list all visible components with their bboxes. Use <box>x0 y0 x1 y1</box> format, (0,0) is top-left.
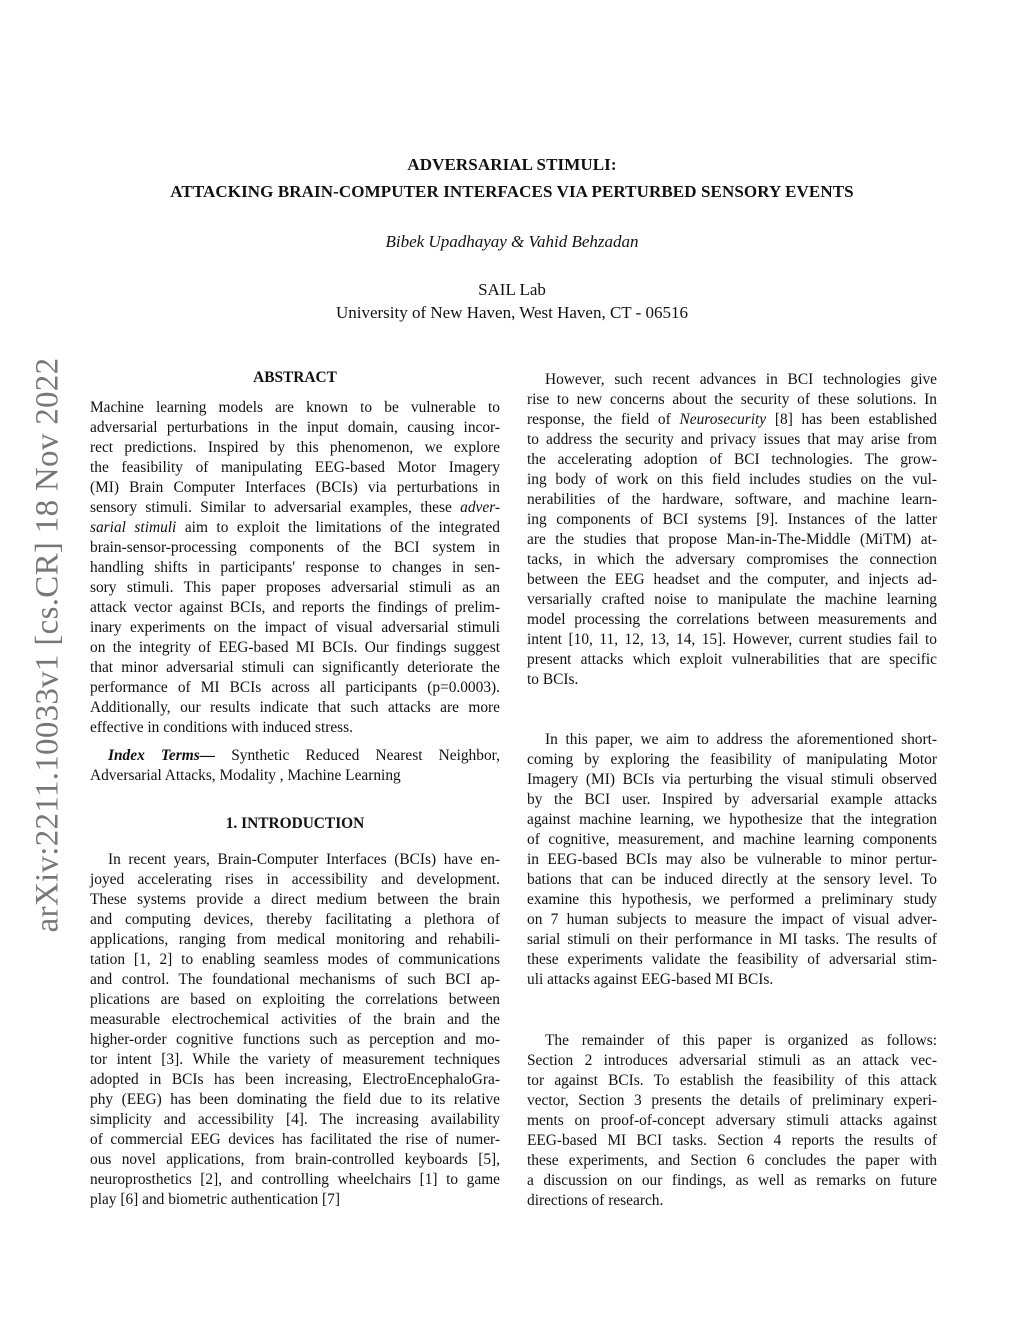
text-line: effective in conditions with induced stress. <box>90 719 354 736</box>
text-line: adopted in BCIs has been increasing, ElectroEncephaloGra- <box>90 1071 500 1088</box>
text-line: tation [1, 2] to enabling seamless modes of communications <box>90 951 500 968</box>
text-line: Section 2 introduces adversarial stimuli as an attack vec- <box>527 1052 937 1069</box>
left-column <box>90 368 500 1210</box>
text-line: nerabilities of the hardware, software, and machine learn- <box>527 491 937 508</box>
introduction-paragraph <box>90 850 500 1210</box>
italic-term: adver- <box>460 499 500 516</box>
abstract-heading: ABSTRACT <box>253 369 337 386</box>
text-line: vector, Section 3 presents the details of preliminary experi- <box>527 1092 937 1109</box>
text-line: attack vector against BCIs, and reports the findings of prelim- <box>90 599 500 616</box>
text-line: examine this hypothesis, we performed a preliminary study <box>527 891 937 908</box>
text-line: of cognitive, measurement, and machine learning components <box>527 831 937 848</box>
text-line: these experiments, and Section 6 concludes the paper with <box>527 1152 937 1169</box>
italic-term: sarial stimuli <box>90 519 177 536</box>
text-line: tor intent [3]. While the variety of measurement techniques <box>90 1051 500 1068</box>
text-line: uli attacks against EEG-based MI BCIs. <box>527 971 774 988</box>
text-line: inary experiments on the impact of visual adversarial stimuli <box>90 619 500 636</box>
text-line: directions of research. <box>527 1192 664 1209</box>
text-line: the feasibility of manipulating EEG-based Motor Imagery <box>90 459 500 476</box>
index-terms-line-2: Adversarial Attacks, Modality , Machine Learning <box>90 767 401 784</box>
text-line: Additionally, our results indicate that such attacks are more <box>90 699 500 716</box>
text-line: model processing the correlations between measurements and <box>527 611 937 628</box>
text-line: measurable electrochemical activities of the brain and the <box>90 1011 500 1028</box>
text-line: rect predictions. Inspired by this phenomenon, we explore <box>90 439 500 456</box>
affiliation-university: University of New Haven, West Haven, CT - 06516 <box>335 303 689 322</box>
text-line: on 7 human subjects to measure the impact of visual adver- <box>527 911 937 928</box>
text-line: tacks, in which the adversary compromises the connection <box>527 551 937 568</box>
text-line: on the integrity of EEG-based MI BCIs. Our findings suggest <box>90 639 500 656</box>
text-line: EEG-based MI BCI tasks. Section 4 reports the results of <box>527 1132 937 1149</box>
text-line: performance of MI BCIs across all participants (p=0.0003). <box>90 679 500 696</box>
text-line: Imagery (MI) BCIs via perturbing the visual stimuli observed <box>527 771 937 788</box>
text-line: response, the field of Neurosecurity [8] has been established <box>527 411 937 428</box>
paper-title-line-2: ATTACKING BRAIN-COMPUTER INTERFACES VIA PERTURBED SENSORY EVENTS <box>170 182 854 201</box>
text-line: ing components of BCI systems [9]. Instances of the latter <box>527 511 937 528</box>
text-line: play [6] and biometric authentication [7] <box>90 1191 341 1208</box>
text-line: phy (EEG) has been dominating the field due to its relative <box>90 1091 500 1108</box>
text-line: in EEG-based BCIs may also be vulnerable to minor pertur- <box>527 851 937 868</box>
introduction-heading: 1. INTRODUCTION <box>225 815 365 832</box>
text-line: of commercial EEG devices has facilitated the rise of numer- <box>90 1131 500 1148</box>
text-line: sarial stimuli on their performance in MI tasks. The results of <box>527 931 937 948</box>
text-line: In this paper, we aim to address the aforementioned short- <box>545 731 937 748</box>
text-line: intent [10, 11, 12, 13, 14, 15]. However, current studies fail to <box>527 631 937 648</box>
text-line: present attacks which exploit vulnerabilities that are specific <box>527 651 937 668</box>
right-column <box>527 370 937 1211</box>
text-line: rise to new concerns about the security of these solutions. In <box>527 391 937 408</box>
text-line: sory stimuli. This paper proposes adversarial stimuli as an <box>90 579 500 596</box>
text-line: (MI) Brain Computer Interfaces (BCIs) via perturbations in <box>90 479 500 496</box>
text-line: However, such recent advances in BCI technologies give <box>545 371 937 388</box>
text-line: versarially crafted noise to manipulate the machine learning <box>527 591 937 608</box>
body-paragraph-neurosecurity <box>527 370 937 690</box>
text-line: the accelerating adoption of BCI technologies. The grow- <box>527 451 937 468</box>
body-paragraph-contribution <box>527 730 937 990</box>
text-line: ing body of work on this field includes studies on the vul- <box>527 471 937 488</box>
italic-term: Neurosecurity <box>679 411 767 428</box>
text-line: applications, ranging from medical monitoring and rehabili- <box>90 931 500 948</box>
text-line: by the BCI user. Inspired by adversarial example attacks <box>527 791 937 808</box>
paper-title-line-1: ADVERSARIAL STIMULI: <box>407 155 617 174</box>
text-line: neuroprosthetics [2], and controlling wheelchairs [1] to game <box>90 1171 500 1188</box>
index-terms-text: Synthetic Reduced Nearest Neighbor, <box>215 747 500 764</box>
text-line: sarial stimuli aim to exploit the limitations of the integrated <box>90 519 500 536</box>
text-line: brain-sensor-processing components of the BCI system in <box>90 539 500 556</box>
body-paragraph-organization <box>527 1031 937 1211</box>
text-line: that minor adversarial stimuli can significantly deteriorate the <box>90 659 500 676</box>
index-terms-label: Index Terms— <box>108 747 216 764</box>
text-line: and control. The foundational mechanisms of such BCI ap- <box>90 971 500 988</box>
text-line: plications are based on exploiting the correlations between <box>90 991 500 1008</box>
text-line: and computing devices, thereby facilitating a plethora of <box>90 911 500 928</box>
text-line: sensory stimuli. Similar to adversarial examples, these adver- <box>90 499 500 516</box>
index-terms-line-1 <box>90 746 500 766</box>
text-line: Machine learning models are known to be vulnerable to <box>90 399 500 416</box>
text-line: simplicity and accessibility [4]. The increasing availability <box>90 1111 500 1128</box>
authors: Bibek Upadhayay & Vahid Behzadan <box>385 232 639 251</box>
text-line: tor against BCIs. To establish the feasibility of this attack <box>527 1072 937 1089</box>
text-line: a discussion on our findings, as well as remarks on future <box>527 1172 937 1189</box>
text-line: bations that can be induced directly at the sensory level. To <box>527 871 937 888</box>
text-line: these experiments validate the feasibility of adversarial stim- <box>527 951 937 968</box>
text-line: to BCIs. <box>527 671 579 688</box>
text-line: joyed accelerating rises in accessibility and development. <box>90 871 500 888</box>
text-line: ous novel applications, from brain-controlled keyboards [5], <box>90 1151 500 1168</box>
text-line: ments on proof-of-concept adversary stimuli attacks against <box>527 1112 937 1129</box>
text-line: The remainder of this paper is organized as follows: <box>545 1032 937 1049</box>
text-line: between the EEG headset and the computer, and injects ad- <box>527 571 937 588</box>
text-line: to address the security and privacy issues that may arise from <box>527 431 937 448</box>
text-line: adversarial perturbations in the input domain, causing incor- <box>90 419 500 436</box>
text-line: These systems provide a direct medium between the brain <box>90 891 500 908</box>
text-line: coming by exploring the feasibility of manipulating Motor <box>527 751 937 768</box>
text-line: In recent years, Brain-Computer Interfaces (BCIs) have en- <box>108 851 500 868</box>
affiliation-lab: SAIL Lab <box>478 280 546 299</box>
text-line: against machine learning, we hypothesize that the integration <box>527 811 937 828</box>
abstract-paragraph <box>90 398 500 738</box>
text-line: higher-order cognitive functions such as perception and mo- <box>90 1031 500 1048</box>
text-line: are the studies that propose Man-in-The-Middle (MiTM) at- <box>527 531 937 548</box>
arxiv-identifier-stamp: arXiv:2211.10033v1 [cs.CR] 18 Nov 2022 <box>29 357 66 933</box>
text-line: handling shifts in participants' response to changes in sen- <box>90 559 500 576</box>
